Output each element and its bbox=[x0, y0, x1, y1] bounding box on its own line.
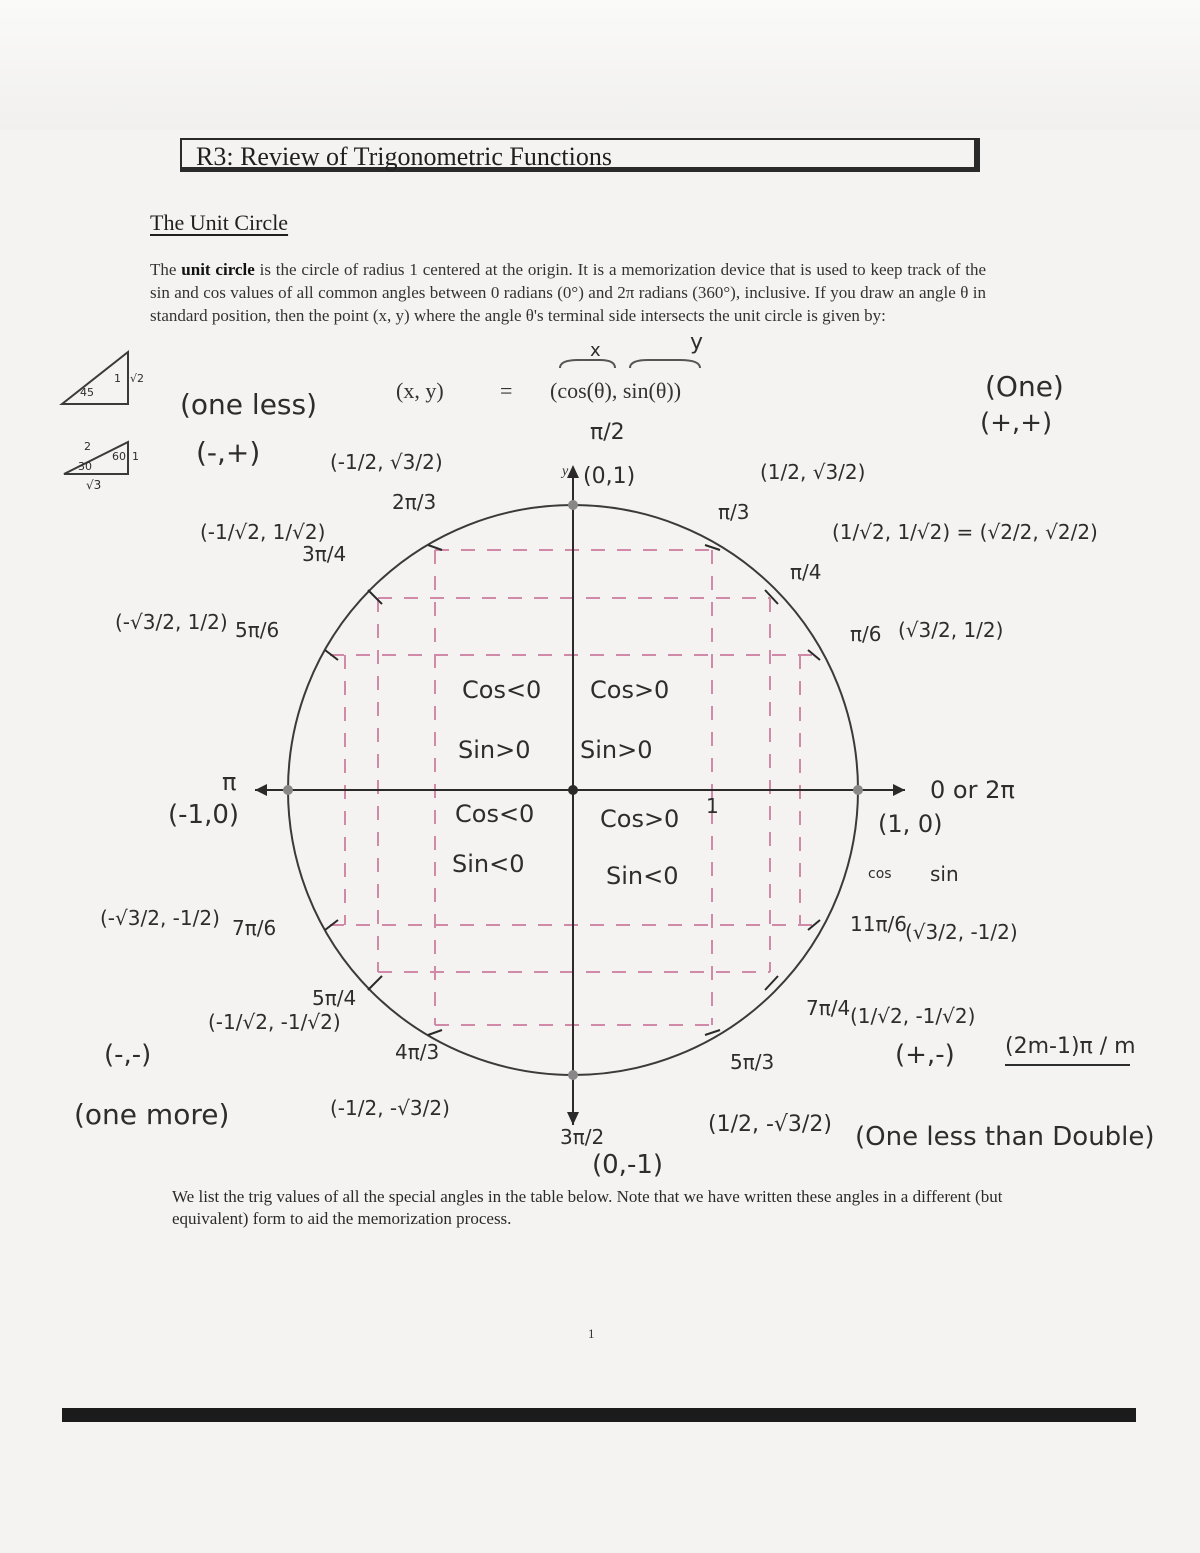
page-bottom-edge bbox=[62, 1408, 1136, 1422]
radius-label: 1 bbox=[706, 794, 719, 818]
page-title: R3: Review of Trigonometric Functions bbox=[180, 138, 980, 172]
section-heading: The Unit Circle bbox=[150, 210, 289, 235]
angle-5pi-4: 5π/4 bbox=[312, 986, 357, 1010]
point-120-label: (-1/2, √3/2) bbox=[330, 450, 443, 474]
formula-left: (x, y) bbox=[396, 378, 444, 403]
angle-3pi-2: 3π/2 bbox=[560, 1125, 605, 1149]
point-right-label: (1, 0) bbox=[878, 810, 943, 838]
point-330-label: (√3/2, -1/2) bbox=[905, 920, 1018, 944]
triangle-30-angle: 30 bbox=[78, 460, 92, 473]
q3-cos-sign: Cos<0 bbox=[455, 800, 535, 828]
angle-2pi-3: 2π/3 bbox=[392, 490, 437, 514]
q1-cos-sign: Cos>0 bbox=[590, 676, 670, 704]
point-30-label: (√3/2, 1/2) bbox=[898, 618, 1004, 642]
x-axis-arrow-left bbox=[255, 784, 267, 796]
general-rule: (2m-1)π / m bbox=[1005, 1034, 1136, 1059]
q1-signs: (+,+) bbox=[980, 408, 1053, 438]
angle-zero-2pi: 0 or 2π bbox=[930, 776, 1015, 804]
x-mark: x bbox=[590, 340, 601, 361]
bracket-sin bbox=[630, 360, 700, 368]
q2-signs: (-,+) bbox=[196, 436, 261, 469]
point-135-label: (-1/√2, 1/√2) bbox=[200, 520, 326, 544]
q3-signs: (-,-) bbox=[104, 1040, 152, 1070]
point-225-label: (-1/√2, -1/√2) bbox=[208, 1010, 341, 1034]
formula-equals: = bbox=[500, 378, 513, 403]
one-more-note: (one more) bbox=[74, 1098, 230, 1131]
axis-y-label: y bbox=[562, 464, 569, 479]
sin-note: sin bbox=[930, 862, 959, 886]
q2-sin-sign: Sin>0 bbox=[458, 736, 531, 764]
point-three-half-pi bbox=[568, 1070, 578, 1080]
triangle-45-angle: 45 bbox=[80, 386, 94, 399]
q4-sin-sign: Sin<0 bbox=[606, 862, 679, 890]
q2-cos-sign: Cos<0 bbox=[462, 676, 542, 704]
q3-sin-sign: Sin<0 bbox=[452, 850, 525, 878]
one-less-than-double-note: (One less than Double) bbox=[855, 1122, 1155, 1152]
angle-pi-3: π/3 bbox=[718, 500, 750, 524]
angle-pi-4: π/4 bbox=[790, 560, 822, 584]
intro-lead: The bbox=[150, 260, 182, 279]
y-axis-arrow-down bbox=[567, 1112, 579, 1125]
triangle-30-long: √3 bbox=[86, 478, 102, 492]
formula-right: (cos(θ), sin(θ)) bbox=[550, 378, 682, 403]
q1-sin-sign: Sin>0 bbox=[580, 736, 653, 764]
point-pi bbox=[283, 785, 293, 795]
point-150-label: (-√3/2, 1/2) bbox=[115, 610, 228, 634]
cos-note: cos bbox=[868, 866, 892, 882]
q4-signs: (+,-) bbox=[895, 1040, 955, 1070]
triangle-60-angle: 60 bbox=[112, 450, 126, 463]
triangle-30-hyp: 2 bbox=[84, 440, 91, 453]
point-left-label: (-1,0) bbox=[168, 800, 240, 830]
y-axis-arrow-up bbox=[567, 465, 579, 478]
angle-11pi-6: 11π/6 bbox=[850, 912, 907, 936]
point-bottom-label: (0,-1) bbox=[592, 1150, 664, 1180]
point-zero bbox=[853, 785, 863, 795]
origin-point bbox=[568, 785, 578, 795]
point-half-pi bbox=[568, 500, 578, 510]
triangle-30-short: 1 bbox=[132, 450, 139, 463]
angle-pi: π bbox=[222, 768, 237, 796]
triangle-45-hyp: √2 bbox=[130, 372, 145, 385]
angle-4pi-3: 4π/3 bbox=[395, 1040, 440, 1064]
point-45-label: (1/√2, 1/√2) = (√2/2, √2/2) bbox=[832, 520, 1098, 544]
y-mark: y bbox=[690, 330, 704, 355]
angle-5pi-6: 5π/6 bbox=[235, 618, 280, 642]
intro-term: unit circle bbox=[181, 260, 255, 279]
page-number: 1 bbox=[588, 1326, 595, 1341]
outro-paragraph: We list the trig values of all the special angles in the table below. Note that we have written these angles in a different (but equivalent) form to aid the memorization process. bbox=[172, 1187, 1003, 1228]
point-top-label: (0,1) bbox=[583, 464, 636, 489]
one-less-note: (one less) bbox=[180, 388, 318, 421]
point-315-label: (1/√2, -1/√2) bbox=[850, 1004, 976, 1028]
triangle-45-side: 1 bbox=[114, 372, 121, 385]
angle-5pi-3: 5π/3 bbox=[730, 1050, 775, 1074]
bracket-cos bbox=[560, 360, 615, 368]
angle-7pi-6: 7π/6 bbox=[232, 916, 277, 940]
point-60-label: (1/2, √3/2) bbox=[760, 460, 866, 484]
angle-3pi-4: 3π/4 bbox=[302, 542, 347, 566]
angle-half-pi: π/2 bbox=[590, 420, 625, 445]
point-240-label: (-1/2, -√3/2) bbox=[330, 1096, 450, 1120]
one-note: (One) bbox=[985, 370, 1064, 403]
x-axis-arrow-right bbox=[893, 784, 905, 796]
point-210-label: (-√3/2, -1/2) bbox=[100, 906, 220, 930]
q4-cos-sign: Cos>0 bbox=[600, 805, 680, 833]
intro-rest: is the circle of radius 1 centered at the origin. It is a memorization device that is used to keep track of the sin and cos values of all common angles between 0 radians (0°) and 2π radians (360°), inclusive. If you draw an angle θ in standard position, then the point (x, y) where the angle θ's terminal side intersects the unit circle is given by: bbox=[150, 260, 986, 325]
angle-pi-6: π/6 bbox=[850, 622, 882, 646]
point-300-label: (1/2, -√3/2) bbox=[708, 1112, 832, 1137]
angle-7pi-4: 7π/4 bbox=[806, 996, 851, 1020]
